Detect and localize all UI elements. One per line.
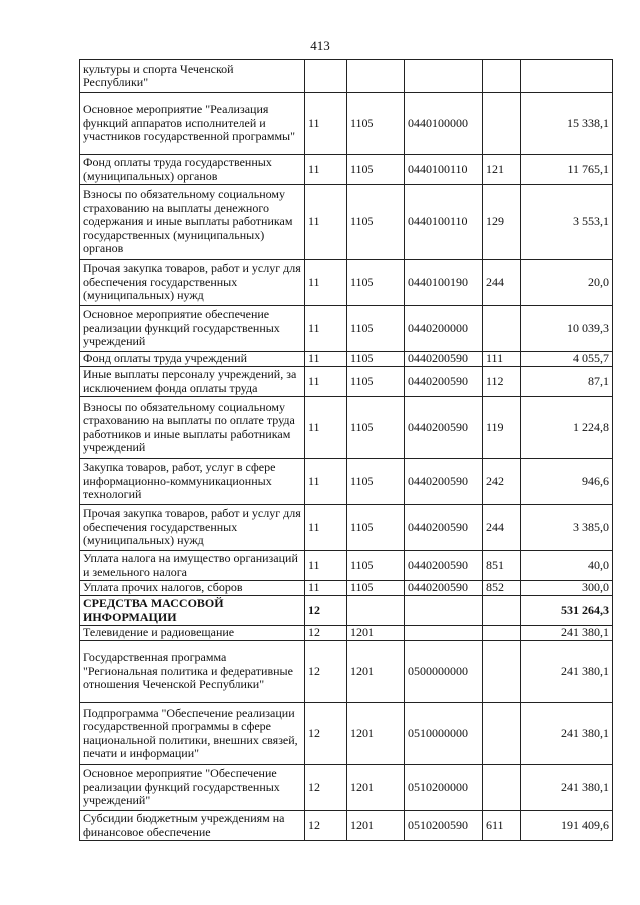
section-code: 11 (305, 260, 347, 306)
table-row (80, 397, 613, 459)
target-article-code: 0440200000 (405, 306, 483, 352)
amount: 3 385,0 (521, 505, 613, 551)
section-code (305, 60, 347, 93)
budget-item-name: Закупка товаров, работ, услуг в сфере информационно-коммуникационных технологий (80, 459, 305, 505)
expense-type-code (483, 60, 521, 93)
budget-item-name: Фонд оплаты труда государственных (муниципальных) органов (80, 155, 305, 185)
table-row (80, 93, 613, 155)
section-code: 11 (305, 306, 347, 352)
table-row (80, 551, 613, 581)
table-row (80, 641, 613, 703)
subsection-code: 1105 (347, 352, 405, 367)
subsection-code: 1105 (347, 459, 405, 505)
amount: 4 055,7 (521, 352, 613, 367)
table-row (80, 811, 613, 841)
subsection-code: 1105 (347, 260, 405, 306)
table-row (80, 596, 613, 626)
section-code: 12 (305, 703, 347, 765)
table-row (80, 626, 613, 641)
expense-type-code: 242 (483, 459, 521, 505)
table-row (80, 703, 613, 765)
target-article-code: 0500000000 (405, 641, 483, 703)
expense-type-code: 121 (483, 155, 521, 185)
amount: 3 553,1 (521, 185, 613, 260)
section-code: 12 (305, 596, 347, 626)
budget-item-name: Подпрограмма "Обеспечение реализации государственной программы в сфере национальной политики, внешних связей, печати и информации" (80, 703, 305, 765)
table-row (80, 155, 613, 185)
subsection-code: 1105 (347, 581, 405, 596)
amount: 40,0 (521, 551, 613, 581)
amount: 1 224,8 (521, 397, 613, 459)
subsection-code (347, 60, 405, 93)
section-code: 11 (305, 155, 347, 185)
subsection-code: 1105 (347, 93, 405, 155)
table-row (80, 581, 613, 596)
subsection-code: 1105 (347, 367, 405, 397)
amount: 87,1 (521, 367, 613, 397)
subsection-code: 1105 (347, 505, 405, 551)
table-row (80, 352, 613, 367)
budget-item-name: культуры и спорта Чеченской Республики" (80, 60, 305, 93)
target-article-code: 0510200000 (405, 765, 483, 811)
section-code: 11 (305, 459, 347, 505)
section-code: 11 (305, 581, 347, 596)
expense-type-code: 852 (483, 581, 521, 596)
amount: 241 380,1 (521, 641, 613, 703)
target-article-code: 0440200590 (405, 397, 483, 459)
target-article-code: 0510200590 (405, 811, 483, 841)
subsection-code: 1105 (347, 155, 405, 185)
amount: 531 264,3 (521, 596, 613, 626)
budget-item-name: Уплата налога на имущество организаций и земельного налога (80, 551, 305, 581)
subsection-code: 1105 (347, 551, 405, 581)
subsection-code: 1105 (347, 185, 405, 260)
target-article-code: 0440100190 (405, 260, 483, 306)
target-article-code: 0440100110 (405, 155, 483, 185)
section-code: 11 (305, 505, 347, 551)
subsection-code: 1201 (347, 626, 405, 641)
amount: 241 380,1 (521, 626, 613, 641)
amount: 241 380,1 (521, 703, 613, 765)
section-code: 11 (305, 352, 347, 367)
expense-type-code: 244 (483, 505, 521, 551)
section-code: 11 (305, 551, 347, 581)
budget-table (79, 59, 613, 841)
expense-type-code (483, 306, 521, 352)
target-article-code: 0440200590 (405, 459, 483, 505)
table-row (80, 765, 613, 811)
amount: 10 039,3 (521, 306, 613, 352)
subsection-code: 1105 (347, 397, 405, 459)
budget-item-name: Взносы по обязательному социальному страхованию на выплаты денежного содержания и иные выплаты работникам государственных (муниципальных) органов (80, 185, 305, 260)
amount: 15 338,1 (521, 93, 613, 155)
amount: 300,0 (521, 581, 613, 596)
subsection-code: 1201 (347, 765, 405, 811)
budget-item-name: Государственная программа "Региональная политика и федеративные отношения Чеченской Республики" (80, 641, 305, 703)
section-code: 11 (305, 367, 347, 397)
expense-type-code: 112 (483, 367, 521, 397)
section-code: 11 (305, 185, 347, 260)
expense-type-code (483, 765, 521, 811)
expense-type-code: 111 (483, 352, 521, 367)
subsection-code: 1201 (347, 703, 405, 765)
target-article-code: 0440200590 (405, 367, 483, 397)
table-row (80, 60, 613, 93)
expense-type-code (483, 93, 521, 155)
budget-item-name: Прочая закупка товаров, работ и услуг для обеспечения государственных (муниципальных) нужд (80, 505, 305, 551)
budget-item-name: Уплата прочих налогов, сборов (80, 581, 305, 596)
subsection-code: 1201 (347, 641, 405, 703)
expense-type-code: 244 (483, 260, 521, 306)
budget-item-name: Основное мероприятие "Обеспечение реализации функций государственных учреждений" (80, 765, 305, 811)
amount: 241 380,1 (521, 765, 613, 811)
budget-item-name: Фонд оплаты труда учреждений (80, 352, 305, 367)
expense-type-code: 129 (483, 185, 521, 260)
budget-item-name: Прочая закупка товаров, работ и услуг для обеспечения государственных (муниципальных) нужд (80, 260, 305, 306)
expense-type-code (483, 626, 521, 641)
target-article-code: 0440100110 (405, 185, 483, 260)
expense-type-code: 119 (483, 397, 521, 459)
section-code: 11 (305, 93, 347, 155)
section-code: 12 (305, 765, 347, 811)
budget-item-name: Субсидии бюджетным учреждениям на финансовое обеспечение (80, 811, 305, 841)
target-article-code: 0440200590 (405, 352, 483, 367)
amount (521, 60, 613, 93)
budget-item-name: Телевидение и радиовещание (80, 626, 305, 641)
table-row (80, 367, 613, 397)
target-article-code (405, 596, 483, 626)
page-number: 413 (310, 38, 330, 53)
expense-type-code (483, 703, 521, 765)
target-article-code (405, 60, 483, 93)
budget-item-name: Основное мероприятие обеспечение реализации функций государственных учреждений (80, 306, 305, 352)
table-row (80, 260, 613, 306)
section-code: 12 (305, 626, 347, 641)
target-article-code: 0510000000 (405, 703, 483, 765)
table-row (80, 505, 613, 551)
amount: 191 409,6 (521, 811, 613, 841)
expense-type-code: 851 (483, 551, 521, 581)
section-code: 12 (305, 641, 347, 703)
section-code: 11 (305, 397, 347, 459)
expense-type-code (483, 596, 521, 626)
subsection-code: 1201 (347, 811, 405, 841)
target-article-code: 0440100000 (405, 93, 483, 155)
amount: 946,6 (521, 459, 613, 505)
budget-item-name: Основное мероприятие "Реализация функций аппаратов исполнителей и участников государственной программы" (80, 93, 305, 155)
target-article-code: 0440200590 (405, 581, 483, 596)
target-article-code: 0440200590 (405, 505, 483, 551)
target-article-code: 0440200590 (405, 551, 483, 581)
budget-item-name: Взносы по обязательному социальному страхованию на выплаты по оплате труда работников и иные выплаты работникам учреждений (80, 397, 305, 459)
table-row (80, 185, 613, 260)
amount: 11 765,1 (521, 155, 613, 185)
subsection-code (347, 596, 405, 626)
budget-item-name: СРЕДСТВА МАССОВОЙ ИНФОРМАЦИИ (80, 596, 305, 626)
table-row (80, 306, 613, 352)
table-row (80, 459, 613, 505)
expense-type-code: 611 (483, 811, 521, 841)
budget-item-name: Иные выплаты персоналу учреждений, за исключением фонда оплаты труда (80, 367, 305, 397)
section-code: 12 (305, 811, 347, 841)
subsection-code: 1105 (347, 306, 405, 352)
target-article-code (405, 626, 483, 641)
amount: 20,0 (521, 260, 613, 306)
expense-type-code (483, 641, 521, 703)
